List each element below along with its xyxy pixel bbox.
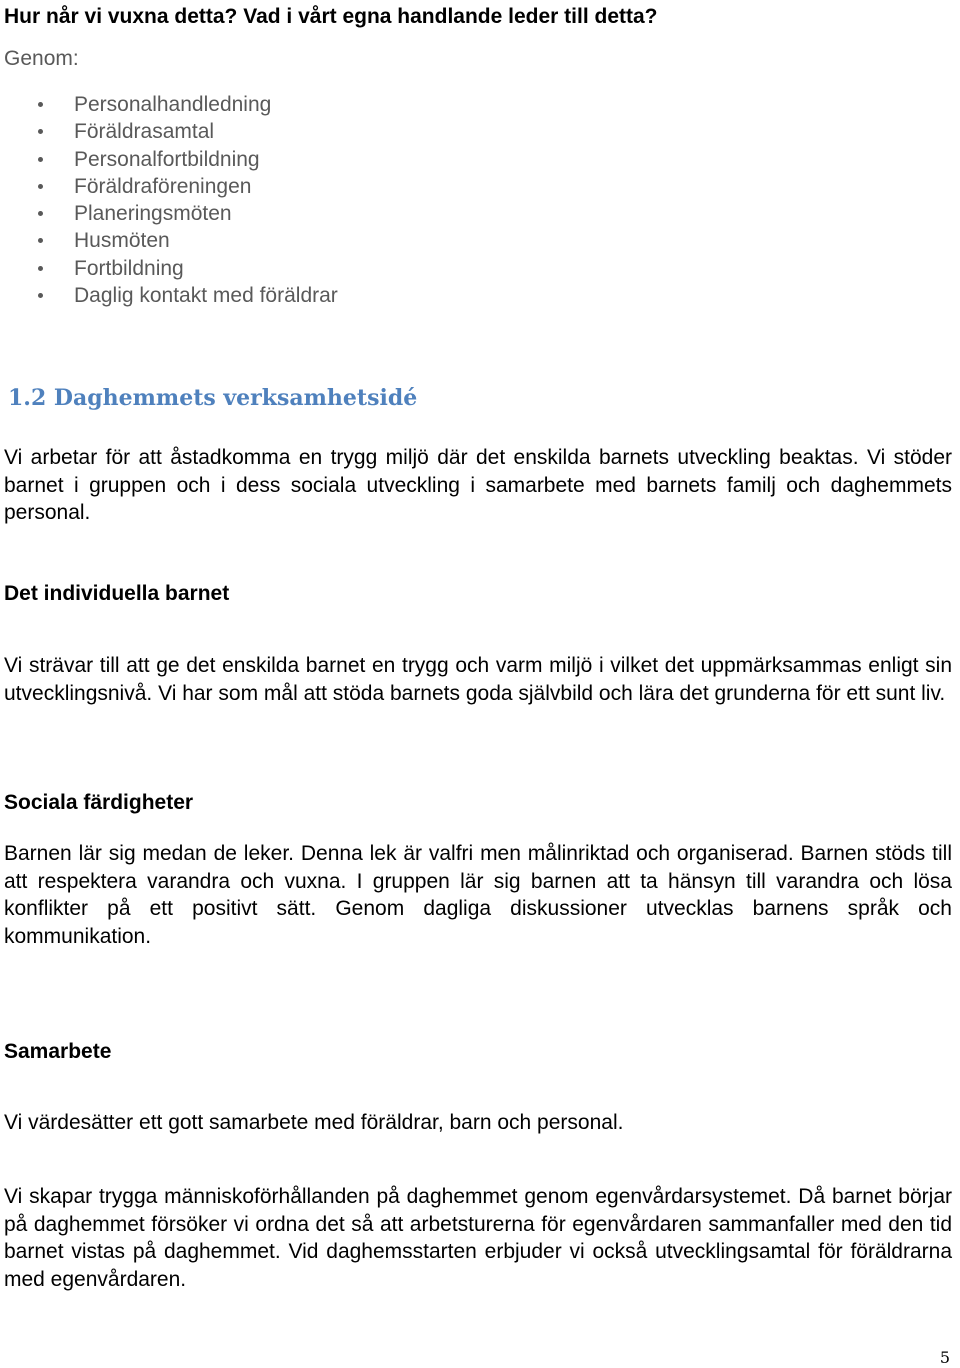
cooperation-paragraph-1: Vi värdesätter ett gott samarbete med föräldrar, barn och personal. xyxy=(4,1111,624,1134)
list-item: Föräldrasamtal xyxy=(0,118,338,145)
list-item: Föräldraföreningen xyxy=(0,173,338,200)
bullet-icon xyxy=(38,157,43,162)
intro-question: Hur når vi vuxna detta? Vad i vårt egna handlande leder till detta? xyxy=(4,5,658,28)
list-item: Fortbildning xyxy=(0,255,338,282)
social-skills-paragraph: Barnen lär sig medan de leker. Denna lek är valfri men målinriktad och organiserad. Barnen stöds till att respektera varandra och vuxna. I gruppen lär sig barnen att ta hänsyn till varandra och lösa konflikter på ett positivt sätt. Genom dagliga diskussioner utvecklas barnens språk och kommunikation. xyxy=(4,842,952,948)
list-item: Personalfortbildning xyxy=(0,146,338,173)
list-item: Husmöten xyxy=(0,227,338,254)
section-paragraph: Vi arbetar för att åstadkomma en trygg miljö där det enskilda barnets utveckling beaktas. Vi stöder barnet i gruppen och i dess sociala utveckling i samarbete med barnets familj och daghemmets personal. xyxy=(4,446,952,524)
bullet-icon xyxy=(38,211,43,216)
individual-child-paragraph: Vi strävar till att ge det enskilda barnet en trygg och varm miljö i vilket det uppmärksammas enligt sin utvecklingsnivå. Vi har som mål att stöda barnets goda självbild och lära det grunderna för ett sunt liv. xyxy=(4,654,952,705)
list-item: Daglig kontakt med föräldrar xyxy=(0,282,338,309)
list-item: Personalhandledning xyxy=(0,91,338,118)
bullet-icon xyxy=(38,293,43,298)
genom-list xyxy=(0,91,338,309)
bullet-icon xyxy=(38,102,43,107)
cooperation-heading: Samarbete xyxy=(4,1040,112,1063)
bullet-icon xyxy=(38,266,43,271)
cooperation-paragraph-2: Vi skapar trygga människoförhållanden på daghemmet genom egenvårdarsystemet. Då barnet börjar på daghemmet försöker vi ordna det så att arbetsturerna för egenvårdaren sammanfaller med den tid barnet vistas på daghemmet. Vid daghemsstarten erbjuder vi också utvecklingsamtal för föräldrarna med egenvårdaren. xyxy=(4,1185,952,1291)
page-number: 5 xyxy=(939,1348,950,1367)
individual-child-heading: Det individuella barnet xyxy=(4,582,230,605)
genom-label: Genom: xyxy=(4,47,79,70)
list-item: Planeringsmöten xyxy=(0,200,338,227)
bullet-icon xyxy=(38,129,43,134)
section-title: 1.2 Daghemmets verksamhetsidé xyxy=(8,385,418,411)
social-skills-heading: Sociala färdigheter xyxy=(4,791,194,814)
bullet-icon xyxy=(38,184,43,189)
bullet-icon xyxy=(38,238,43,243)
